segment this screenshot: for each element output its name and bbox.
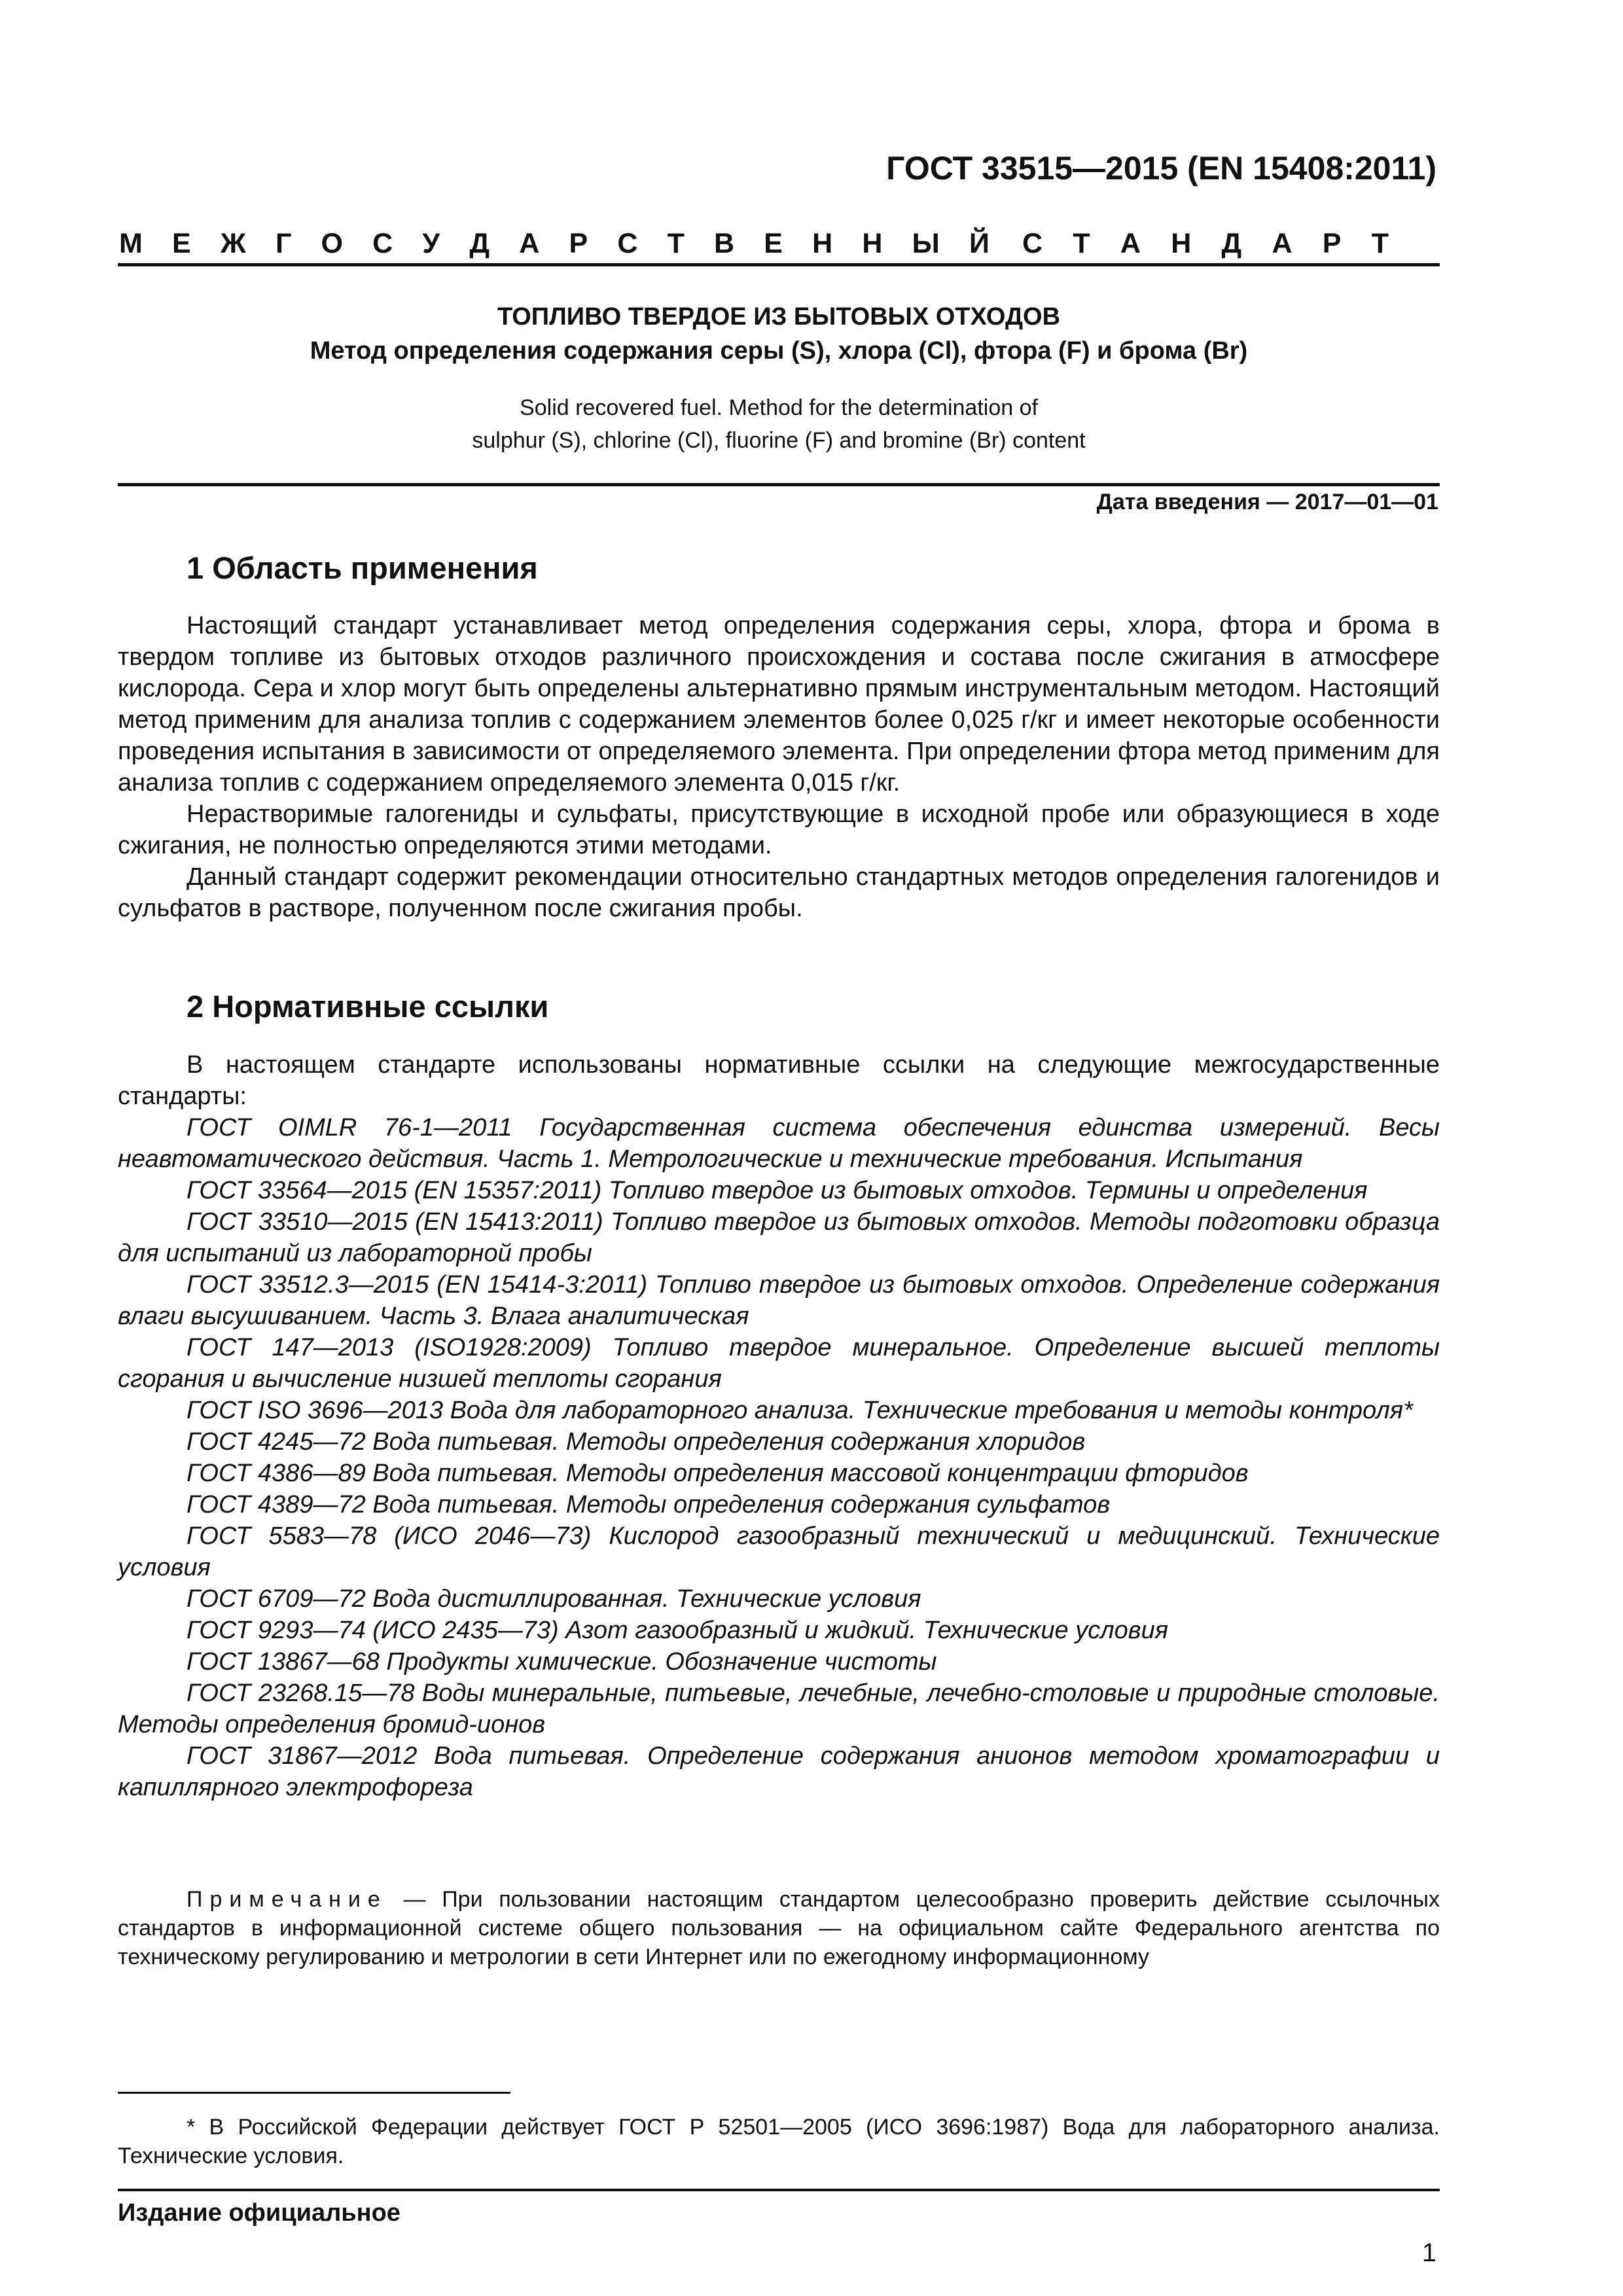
banner-letter: М [119,228,143,259]
interstate-standard-banner [119,228,1389,260]
banner-letter: В [714,228,735,259]
document-code: ГОСТ 33515—2015 (EN 15408:2011) [886,150,1436,187]
banner-letter: Н [862,228,883,259]
section-2-body [118,1049,1440,1803]
banner-letter: Е [172,228,191,259]
reference-item: ГОСТ 9293—74 (ИСО 2435—73) Азот газообразный и жидкий. Технические условия [187,1617,1169,1644]
title-block [118,300,1440,368]
header-rule [118,263,1440,266]
reference-item: ГОСТ 147—2013 (ISO1928:2009) Топливо твердое минеральное. Определение высшей теплоты сгорания и вычисление низшей теплоты сгорания [118,1334,1440,1393]
page-number: 1 [1421,2238,1436,2267]
english-title-block [118,391,1440,457]
banner-letter: С [1022,228,1043,259]
banner-letter: О [321,228,343,259]
banner-letter: С [372,228,393,259]
banner-letter: Н [1171,228,1192,259]
title-method: Метод определения содержания серы (S), хлора (Cl), фтора (F) и брома (Br) [310,337,1248,365]
title-rule-thick [118,483,1440,486]
title-main: ТОПЛИВО ТВЕРДОЕ ИЗ БЫТОВЫХ ОТХОДОВ [497,303,1061,331]
section-1-heading: 1 Область применения [187,550,538,585]
banner-letter: Р [569,228,588,259]
banner-letter: С [617,228,638,259]
banner-letter: Г [275,228,292,259]
footnote: * В Российской Федерации действует ГОСТ Р 52501—2005 (ИСО 3696:1987) Вода для лабораторного анализа. Технические условия. [118,2115,1440,2168]
section-2-heading: 2 Нормативные ссылки [187,989,549,1024]
reference-item: ГОСТ 31867—2012 Вода питьевая. Определение содержания анионов методом хроматографии и капиллярного электрофореза [118,1742,1440,1801]
english-title-line-1: Solid recovered fuel. Method for the determination of [520,395,1038,420]
section-1-paragraph: Нерастворимые галогениды и сульфаты, присутствующие в исходной пробе или образующиеся в ходе сжигания, не полностью определяются этими методами. [118,800,1440,859]
section-1-paragraph: Данный стандарт содержит рекомендации относительно стандартных методов определения галогенидов и сульфатов в растворе, полученном после сжигания пробы. [118,863,1440,922]
reference-item: ГОСТ 5583—78 (ИСО 2046—73) Кислород газообразный технический и медицинский. Технические условия [118,1522,1440,1581]
reference-item: ГОСТ 23268.15—78 Воды минеральные, питьевые, лечебные, лечебно-столовые и природные столовые. Методы определения бромид-ионов [118,1679,1440,1738]
banner-letter: Р [1322,228,1342,259]
note-label: Примечание [187,1887,387,1912]
banner-gap [990,228,1022,260]
banner-letter: А [1120,228,1141,259]
english-title-line-2: sulphur (S), chlorine (Cl), fluorine (F) and bromine (Br) content [472,428,1086,453]
banner-letter: Е [764,228,783,259]
note-text: — При пользовании настоящим стандартом целесообразно проверить действие ссылочных стандартов в информационной системе общего пользования — на официальном сайте Федерального агентства по техническому регулированию и метрологии в сети Интернет или по ежегодному информационному [118,1887,1440,1969]
section-2-intro: В настоящем стандарте использованы нормативные ссылки на следующие межгосударственные стандарты: [118,1051,1440,1110]
banner-letter: А [1272,228,1293,259]
note-block [118,1885,1440,1971]
reference-item: ГОСТ 6709—72 Вода дистиллированная. Технические условия [187,1585,921,1613]
banner-letter: Ы [912,228,940,259]
banner-word-interstate [119,228,990,260]
reference-item: ГОСТ 4386—89 Вода питьевая. Методы определения массовой концентрации фторидов [187,1460,1249,1487]
reference-item: ГОСТ OIMLR 76-1—2011 Государственная система обеспечения единства измерений. Весы неавтоматического действия. Часть 1. Метрологические и технические требования. Испытания [118,1114,1440,1173]
reference-item: ГОСТ 33510—2015 (EN 15413:2011) Топливо твердое из бытовых отходов. Методы подготовки образца для испытаний из лабораторной пробы [118,1208,1440,1267]
banner-letter: Д [1221,228,1242,259]
banner-letter: У [422,228,440,259]
banner-letter: А [519,228,540,259]
footer-rule [118,2189,1440,2191]
banner-letter: Ж [220,228,246,259]
section-1-paragraph: Настоящий стандарт устанавливает метод определения содержания серы, хлора, фтора и брома в твердом топливе из бытовых отходов различного происхождения и состава после сжигания в атмосфере кислорода. Сера и хлор могут быть определены альтернативно прямым инструментальным методом. Настоящий метод применим для анализа топлив с содержанием элементов более 0,025 г/кг и имеет некоторые особенности проведения испытания в зависимости от определяемого элемента. При определении фтора метод применим для анализа топлив с содержанием определяемого элемента 0,015 г/кг. [118,612,1440,797]
banner-letter: Н [812,228,833,259]
effective-date: Дата введения — 2017—01—01 [1096,490,1438,514]
official-edition-label: Издание официальное [118,2199,401,2227]
reference-item: ГОСТ 4245—72 Вода питьевая. Методы определения содержания хлоридов [187,1428,1086,1456]
section-1-body [118,610,1440,924]
banner-letter: Й [969,228,990,259]
reference-item: ГОСТ 33512.3—2015 (EN 15414-3:2011) Топливо твердое из бытовых отходов. Определение содержания влаги высушиванием. Часть 3. Влага аналитическая [118,1271,1440,1330]
footnote-separator [118,2092,510,2094]
banner-letter: Т [667,228,685,259]
banner-letter: Т [1073,228,1090,259]
reference-item: ГОСТ 4389—72 Вода питьевая. Методы определения содержания сульфатов [187,1491,1111,1518]
reference-item: ГОСТ 13867—68 Продукты химические. Обозначение чистоты [187,1648,937,1676]
banner-word-standard [1022,228,1389,260]
banner-letter: Д [469,228,490,259]
reference-item: ГОСТ 33564—2015 (EN 15357:2011) Топливо твердое из бытовых отходов. Термины и определения [187,1177,1368,1204]
banner-letter: Т [1371,228,1389,259]
reference-item: ГОСТ ISO 3696—2013 Вода для лабораторного анализа. Технические требования и методы контроля* [187,1397,1413,1424]
